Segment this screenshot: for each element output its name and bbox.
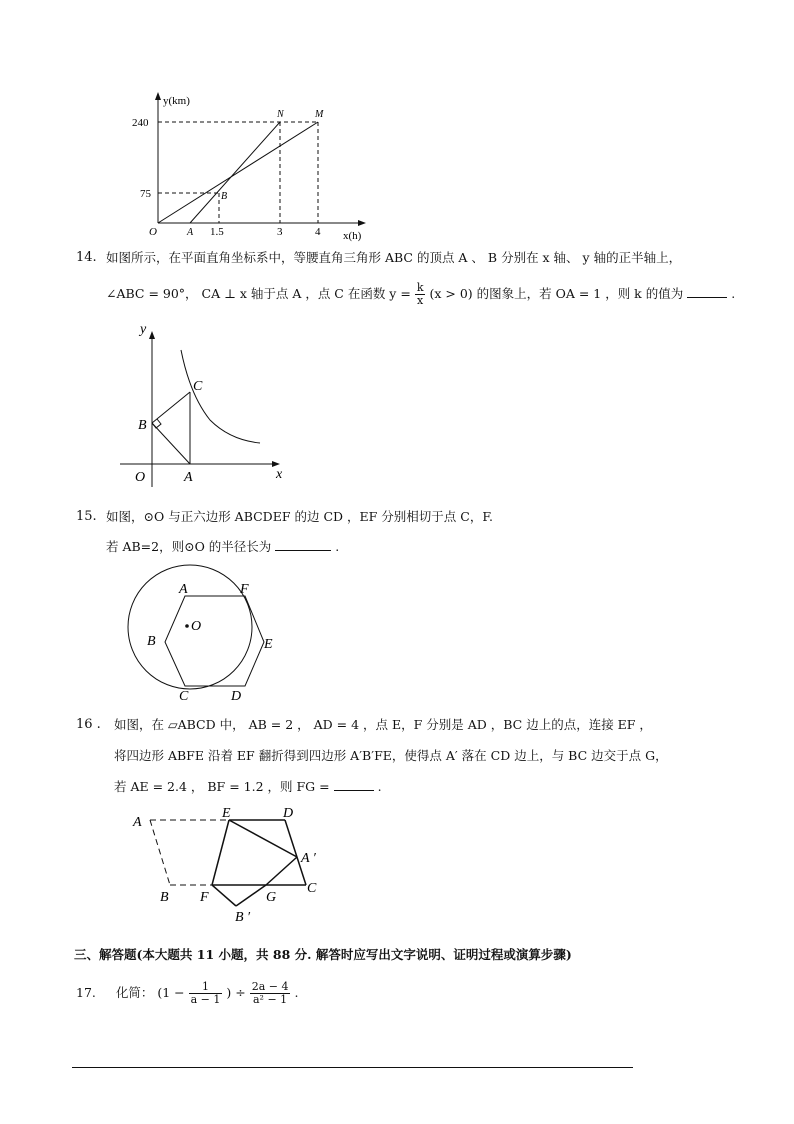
q15-fig-a: A (179, 582, 188, 597)
q16-fig-d: D (283, 806, 294, 821)
q16-fig-c: C (307, 881, 317, 896)
graph-point-b: B (221, 191, 228, 202)
q16-fig-b-prime: B ′ (235, 910, 251, 925)
q14-frac-num: k (416, 281, 424, 294)
q16-line1: 如图，在 ▱ABCD 中， AB = 2 ， AD = 4 ，点 E，F 分别是 AD ，BC 边上的点，连接 EF ， (114, 717, 652, 732)
q15-fig-o: O (191, 619, 202, 634)
graph-point-m: M (315, 109, 324, 120)
q15-number: 15. (76, 509, 97, 524)
q14-line2-post: (x > 0) 的图象上，若 OA = 1 ，则 k 的值为 (429, 286, 684, 301)
q17-mid: ) ÷ (226, 985, 246, 1000)
graph-x-tick-1-5: 1.5 (210, 226, 224, 238)
q17-end: . (294, 985, 299, 1000)
q17-label: 化简： (115, 985, 154, 1000)
graph-point-n: N (277, 109, 284, 120)
q16-line2: 将四边形 ABFE 沿着 EF 翻折得到四边形 A′B′FE，使得点 A′ 落在 CD 边上，与 BC 边交于点 G， (114, 748, 668, 763)
q16-fig-g: G (266, 890, 277, 905)
q15-fig-e: E (264, 637, 273, 652)
q17-f1-den: a − 1 (190, 993, 221, 1006)
graph-point-a: A (187, 227, 194, 238)
q15-line1: 如图，⊙O 与正六边形 ABCDEF 的边 CD ，EF 分别相切于点 C，F. (106, 509, 494, 524)
q17-fraction-2 (250, 981, 291, 1006)
graph-x-label: x(h) (343, 230, 362, 242)
q15-fig-c: C (179, 689, 189, 704)
q14-line2-pre: ∠ABC = 90°， CA ⊥ x 轴于点 A ，点 C 在函数 y = (106, 286, 411, 301)
q14-fig-b: B (138, 418, 147, 433)
graph-y-tick-75: 75 (140, 188, 151, 200)
q17-fraction-1 (189, 981, 223, 1006)
q15-line2-text: 若 AB=2，则⊙O 的半径长为 (106, 539, 272, 554)
q15-fig-b: B (147, 634, 156, 649)
q16-fig-a: A (133, 815, 142, 830)
q14-fig-o: O (135, 470, 146, 485)
q15-fig-f: F (240, 582, 249, 597)
q16-fig-e: E (222, 806, 231, 821)
q17-f2-num: 2a − 4 (251, 980, 289, 993)
q14-frac-den: x (417, 294, 424, 307)
graph-x-tick-3: 3 (277, 226, 283, 238)
q17-number: 17. (76, 985, 96, 1000)
q15-fig-d: D (231, 689, 242, 704)
q14-fig-c: C (193, 379, 203, 394)
q16-fig-b: B (160, 890, 169, 905)
q16-number: 16 . (76, 717, 101, 732)
bottom-rule (72, 1067, 633, 1068)
q14-fig-y: y (140, 322, 147, 337)
graph-y-label: y(km) (163, 95, 190, 107)
q16-fig-a-prime: A ′ (301, 851, 316, 866)
q14-line2-end: . (731, 286, 736, 301)
q15-line2-end: . (335, 539, 340, 554)
graph-y-tick-240: 240 (132, 117, 149, 129)
q16-fig-f: F (200, 890, 209, 905)
q14-fig-x: x (276, 467, 283, 482)
q17-open: (1 − (157, 985, 185, 1000)
q17-f1-num: 1 (189, 981, 223, 994)
section3-heading: 三、解答题(本大题共 11 小题，共 88 分. 解答时应写出文字说明、证明过程或演算步骤) (74, 947, 572, 962)
q17-line (76, 981, 298, 1006)
q16-line3-text: 若 AE = 2.4 ， BF = 1.2 ，则 FG = (114, 779, 330, 794)
q14-line1: 如图所示，在平面直角坐标系中，等腰直角三角形 ABC 的顶点 A 、 B 分别在 x 轴、 y 轴的正半轴上， (106, 250, 682, 265)
q16-line3-end: . (377, 779, 382, 794)
q14-fig-a: A (184, 470, 193, 485)
q17-f2-den: a² − 1 (252, 993, 288, 1006)
graph-origin: O (149, 226, 157, 238)
q14-number: 14. (76, 250, 97, 265)
graph-x-tick-4: 4 (315, 226, 321, 238)
